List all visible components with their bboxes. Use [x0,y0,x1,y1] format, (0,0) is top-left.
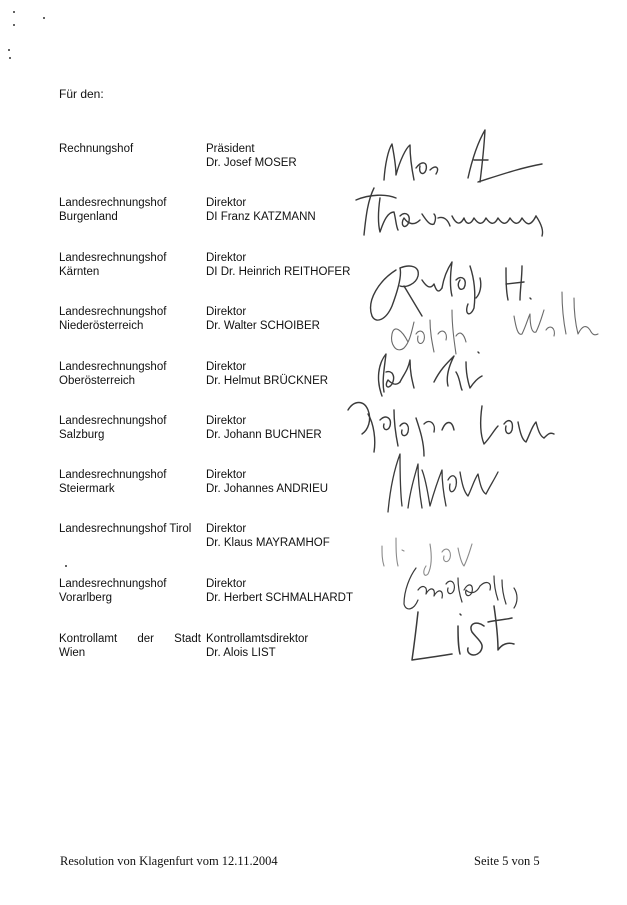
organisation [59,469,199,496]
organisation [59,143,199,157]
organisation-line: Landesrechnungshof Tirol [59,523,192,535]
organisation [59,197,199,224]
signature-schoiber [392,292,598,354]
organisation-line: Vorarlberg [59,591,113,604]
organisation [59,306,199,333]
signature-mayramhof [382,538,472,575]
person-title: Direktor [206,361,247,373]
organisation-line: Oberösterreich [59,374,136,387]
person-name: Dr. Helmut BRÜCKNER [206,374,329,387]
organisation-line: Landesrechnungshof [59,361,167,373]
person-title: Direktor [206,523,247,535]
person-name: Dr. Herbert SCHMALHARDT [206,591,353,604]
person-title: Präsident [206,143,255,155]
organisation-line: Salzburg [59,428,105,441]
signatures [330,120,610,680]
organisation-line: Niederösterreich [59,319,144,332]
person-title: Direktor [206,469,247,481]
footer-document-title: Resolution von Klagenfurt vom 12.11.2004 [60,854,278,868]
scan-speck [13,11,15,13]
person-title: Direktor [206,578,247,590]
footer-page-number: Seite 5 von 5 [474,854,540,868]
person-title: Kontrollamtsdirektor [206,633,309,645]
organisation [59,578,199,605]
person-name: DI Franz KATZMANN [206,210,316,223]
organisation-line: Wien [59,646,86,659]
organisation-line: Rechnungshof [59,143,134,155]
organisation [59,633,201,660]
intro-text: Für den: [59,87,104,101]
scan-speck [8,49,10,51]
person-title: Direktor [206,306,247,318]
signature-moser [384,130,542,182]
organisation-line: Landesrechnungshof [59,306,167,318]
organisation-line: Landesrechnungshof [59,578,167,590]
scan-speck [43,17,45,19]
person-title: Direktor [206,252,247,264]
organisation-line: Kärnten [59,265,100,278]
organisation-line: Landesrechnungshof [59,415,167,427]
organisation [59,523,205,537]
signature-reithofer [371,262,531,320]
person-title: Direktor [206,197,247,209]
person-title: Direktor [206,415,247,427]
signature-brueckner [379,352,482,396]
organisation [59,252,199,279]
person-name: Dr. Johann BUCHNER [206,428,322,441]
organisation-line: Burgenland [59,210,118,223]
person-name: DI Dr. Heinrich REITHOFER [206,265,351,278]
person-name: Dr. Johannes ANDRIEU [206,482,329,495]
organisation [59,361,199,388]
signature-schmalhardt [404,568,517,609]
signature-andrieu [388,454,498,512]
organisation-line: Kontrollamt der Stadt [59,633,201,645]
person-name: Dr. Walter SCHOIBER [206,319,320,332]
organisation-line: Steiermark [59,482,115,495]
signature-list [412,606,514,660]
scan-speck [65,565,67,567]
scan-speck [13,24,15,26]
organisation [59,415,199,442]
signature-katzmann [356,188,543,236]
organisation-line: Landesrechnungshof [59,469,167,481]
organisation-line: Landesrechnungshof [59,252,167,264]
organisation-line: Landesrechnungshof [59,197,167,209]
person-name: Dr. Alois LIST [206,646,276,659]
person-name: Dr. Josef MOSER [206,156,297,169]
person-name: Dr. Klaus MAYRAMHOF [206,536,330,549]
signature-buchner [348,403,554,457]
scan-speck [9,57,11,59]
